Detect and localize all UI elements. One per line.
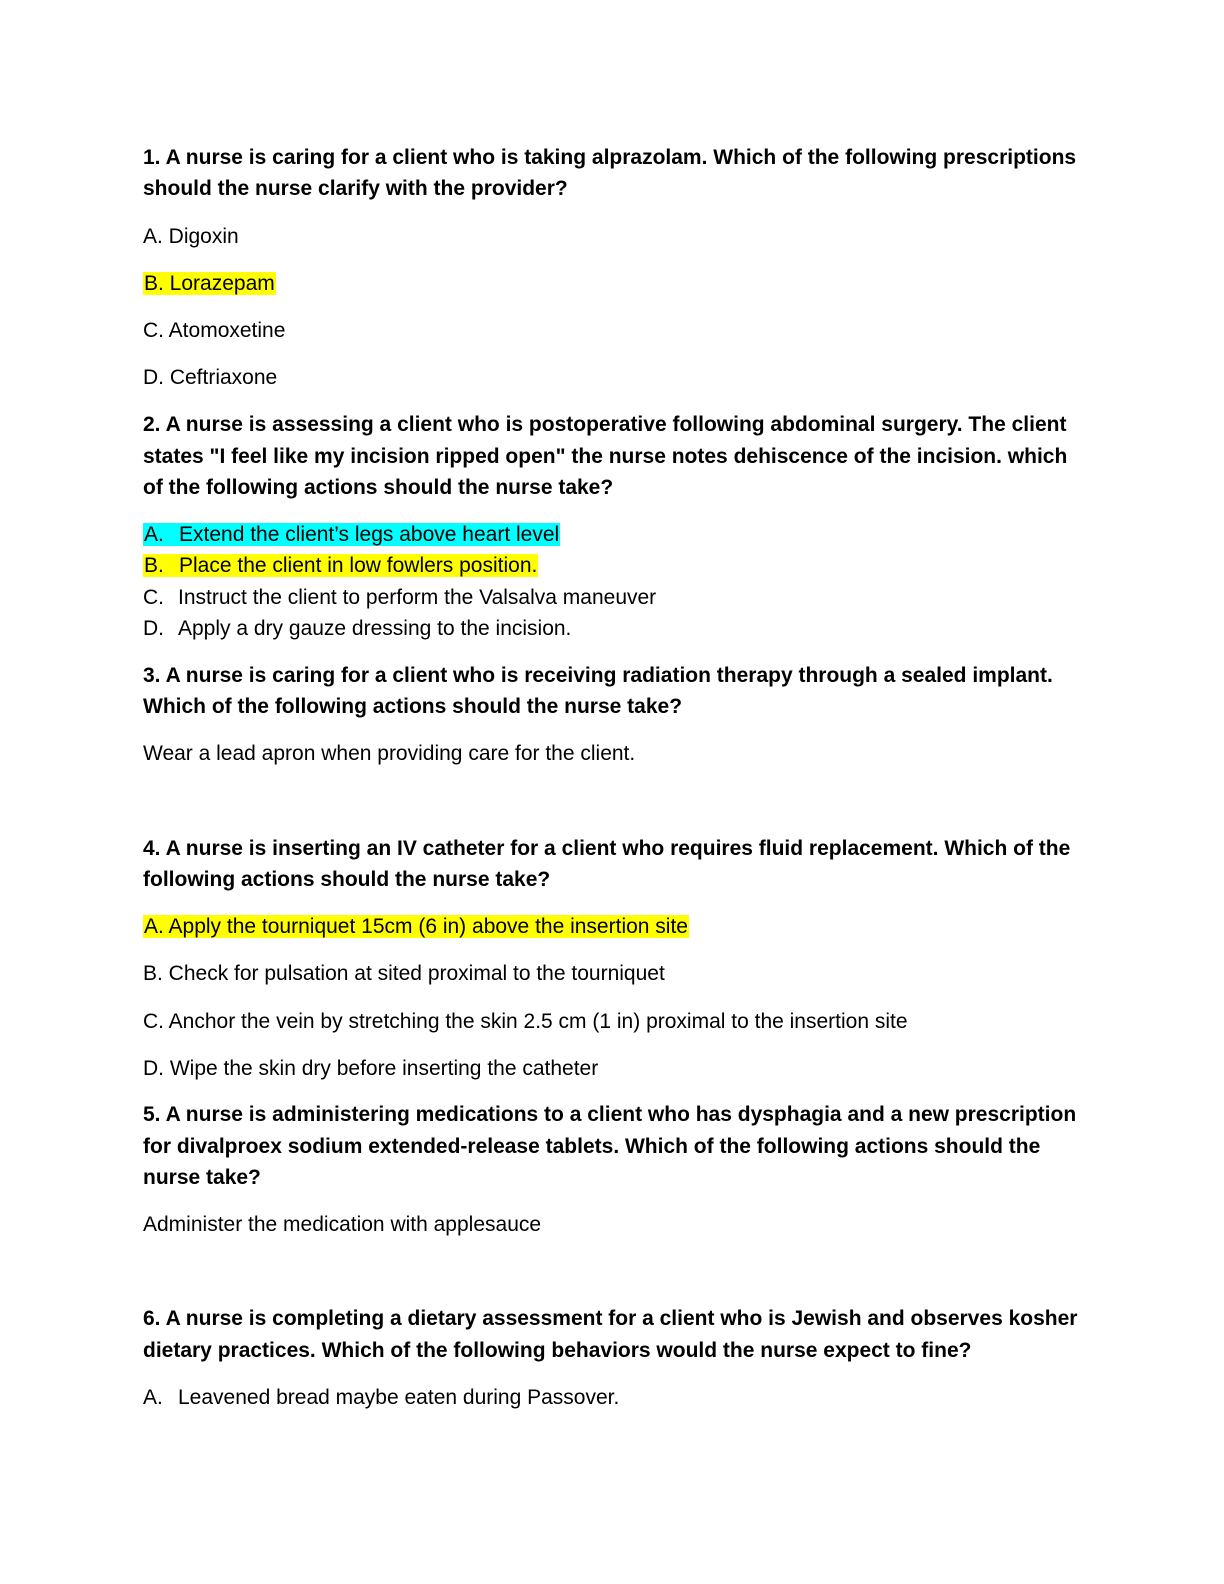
- question-4-option-a: [143, 911, 689, 942]
- highlight-yellow: A. Apply the tourniquet 15cm (6 in) above the insertion site: [144, 915, 688, 938]
- question-1-option-c: C. Atomoxetine: [143, 319, 286, 342]
- question-5-line-3: nurse take?: [143, 1166, 261, 1189]
- question-5-answer: Administer the medication with applesauce: [143, 1213, 542, 1236]
- question-1-option-a: A. Digoxin: [143, 225, 239, 248]
- question-2-option-b: [143, 550, 538, 581]
- question-4-option-c: C. Anchor the vein by stretching the skin 2.5 cm (1 in) proximal to the insertion site: [143, 1010, 908, 1033]
- question-1-line-2: should the nurse clarify with the provider?: [143, 177, 568, 200]
- question-2-option-d: D. Apply a dry gauze dressing to the incision.: [143, 617, 572, 640]
- question-3-line-1: 3. A nurse is caring for a client who is receiving radiation therapy through a sealed implant.: [143, 664, 1053, 687]
- question-4-option-d: D. Wipe the skin dry before inserting the catheter: [143, 1057, 599, 1080]
- question-4-line-2: following actions should the nurse take?: [143, 868, 551, 891]
- question-1-line-1: 1. A nurse is caring for a client who is taking alprazolam. Which of the following prescriptions: [143, 146, 1077, 169]
- highlight-cyan: A. Extend the client’s legs above heart level: [144, 523, 560, 546]
- question-2-option-a: [143, 519, 560, 550]
- question-6-option-a: A. Leavened bread maybe eaten during Passover.: [143, 1386, 620, 1409]
- question-3-line-2: Which of the following actions should the nurse take?: [143, 695, 683, 718]
- question-2-option-c: C. Instruct the client to perform the Valsalva maneuver: [143, 586, 657, 609]
- question-4-line-1: 4. A nurse is inserting an IV catheter for a client who requires fluid replacement. Which of the: [143, 837, 1071, 860]
- question-2-line-1: 2. A nurse is assessing a client who is postoperative following abdominal surgery. The client: [143, 413, 1067, 436]
- question-1-option-b: [143, 268, 276, 299]
- question-5-line-2: for divalproex sodium extended-release tablets. Which of the following actions should the: [143, 1135, 1041, 1158]
- question-2-line-3: of the following actions should the nurse take?: [143, 476, 614, 499]
- question-3-answer: Wear a lead apron when providing care for the client.: [143, 742, 636, 765]
- question-4-option-b: B. Check for pulsation at sited proximal to the tourniquet: [143, 962, 665, 985]
- highlight-yellow: B. Place the client in low fowlers position.: [144, 554, 538, 577]
- question-6-line-1: 6. A nurse is completing a dietary assessment for a client who is Jewish and observes kosher: [143, 1307, 1078, 1330]
- question-6-line-2: dietary practices. Which of the following behaviors would the nurse expect to fine?: [143, 1339, 972, 1362]
- highlight-yellow: B. Lorazepam: [144, 272, 275, 295]
- question-5-line-1: 5. A nurse is administering medications to a client who has dysphagia and a new prescription: [143, 1103, 1077, 1126]
- question-2-line-2: states "I feel like my incision ripped open" the nurse notes dehiscence of the incision. which: [143, 445, 1068, 468]
- question-1-option-d: D. Ceftriaxone: [143, 366, 278, 389]
